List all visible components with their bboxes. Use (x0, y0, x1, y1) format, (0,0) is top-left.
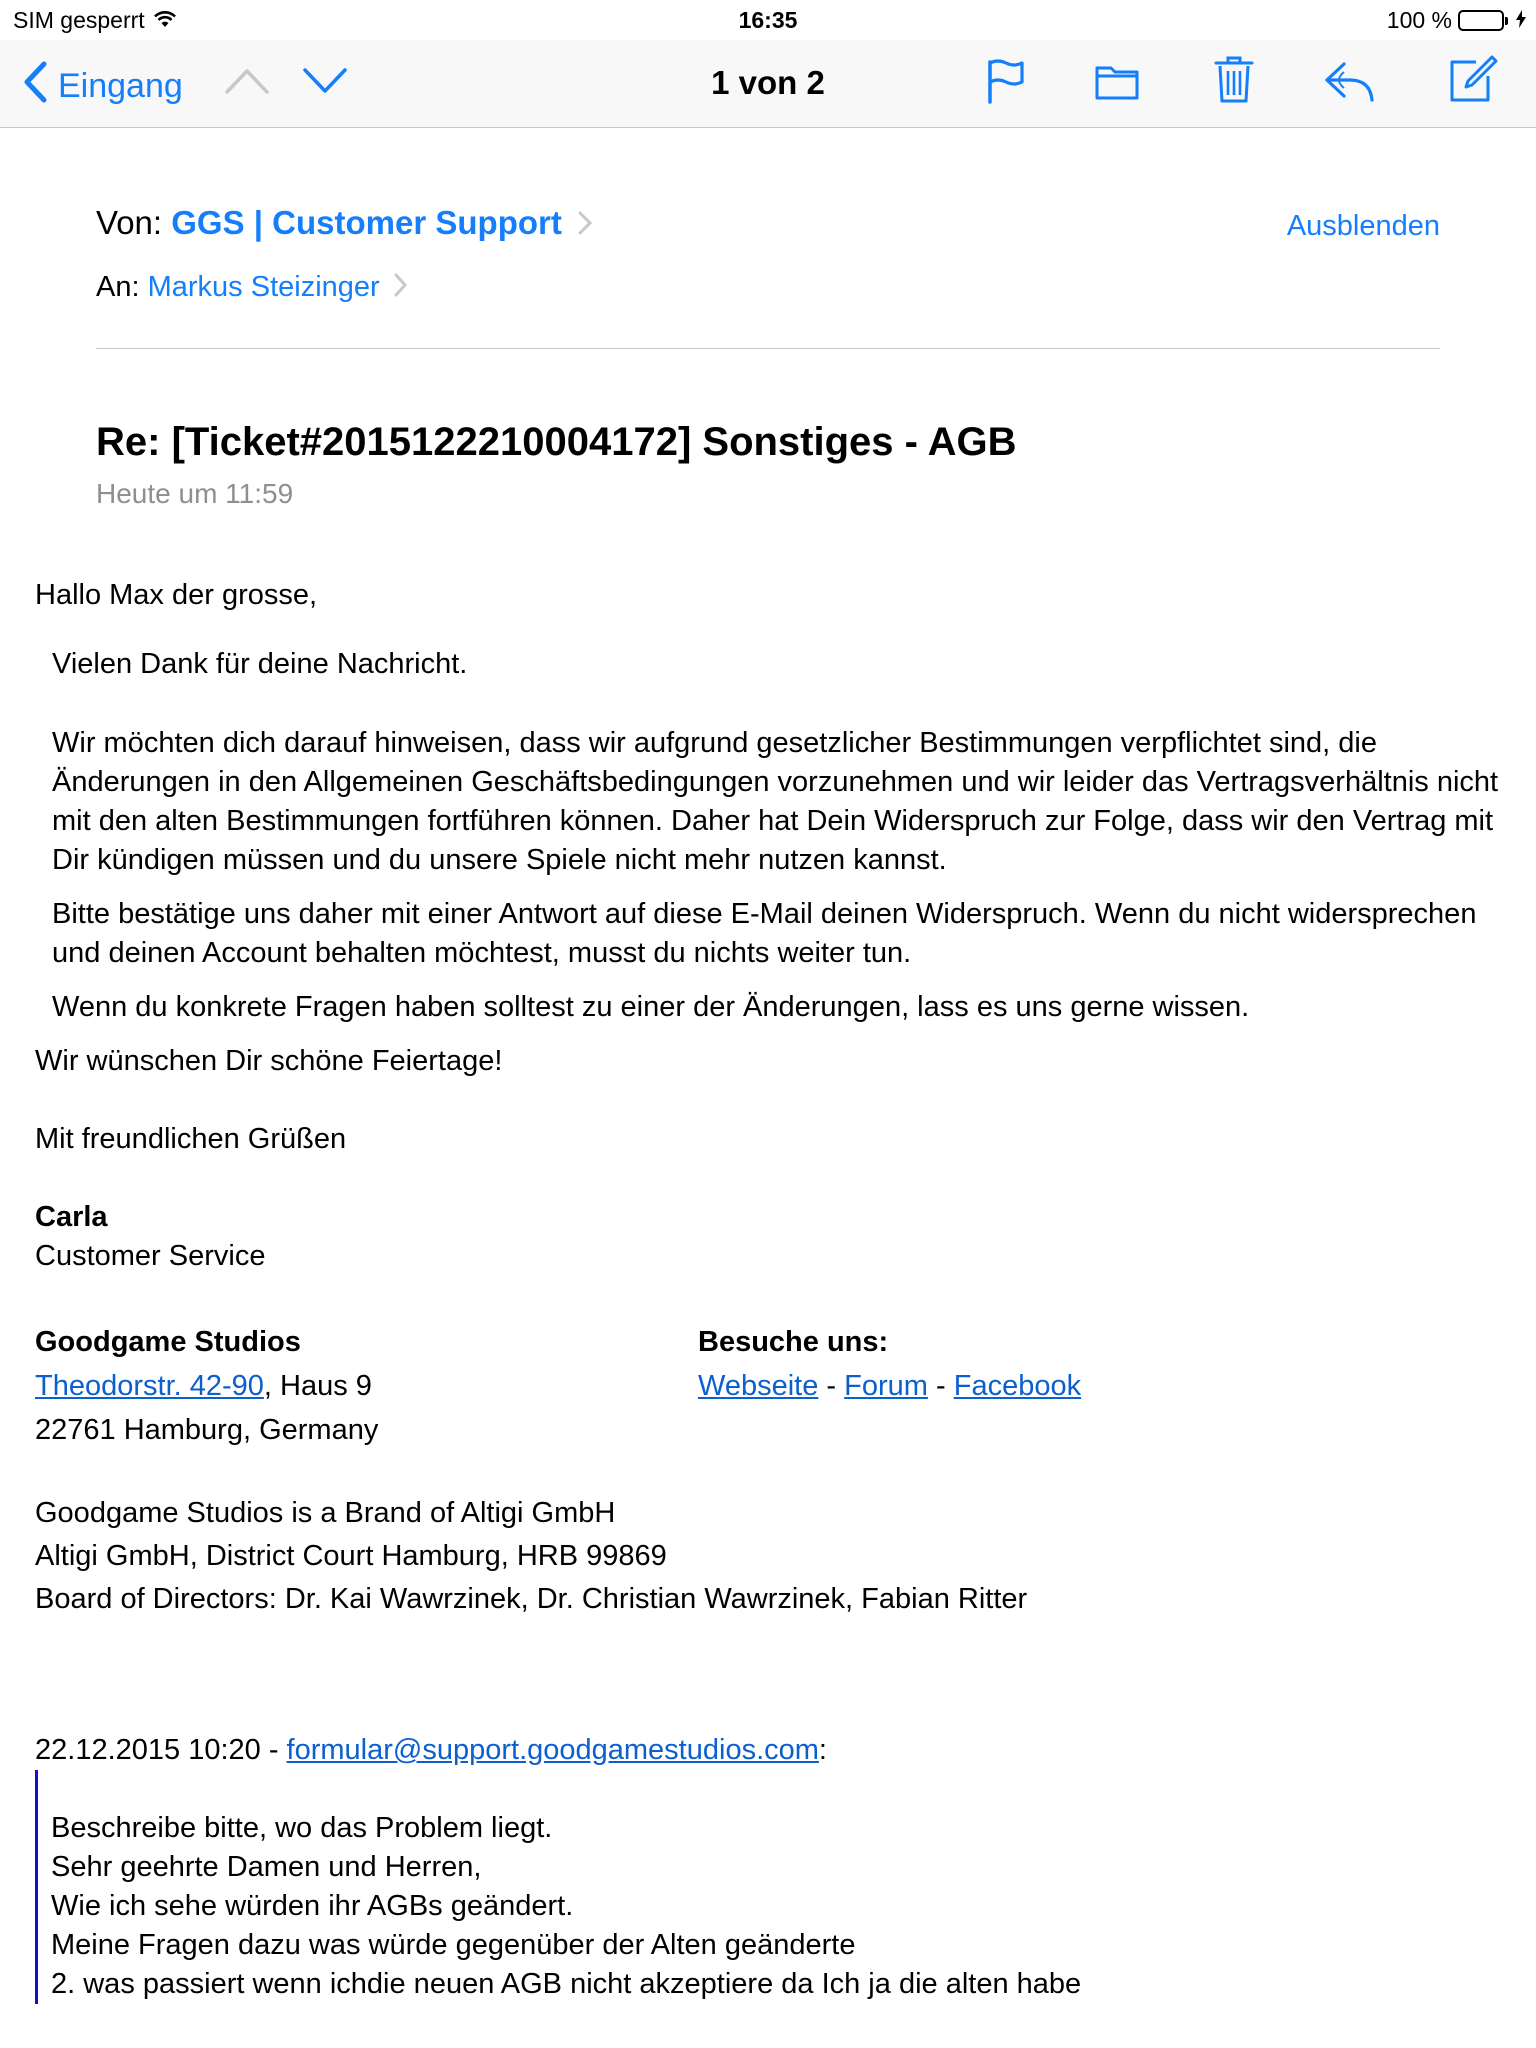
greeting: Hallo Max der grosse, (35, 579, 318, 611)
back-label: Eingang (58, 67, 183, 105)
company-city: 22761 Hamburg, Germany (35, 1414, 379, 1446)
body-paragraph: Bitte bestätige uns daher mit einer Antwort auf diese E-Mail deinen Widerspruch. Wenn du nicht widersprechen und deinen Account behalten möchtest, musst du nichts weiter tun. (52, 898, 1477, 969)
address-link[interactable]: Theodorstr. 42-90 (35, 1370, 264, 1402)
link-separator: - (818, 1370, 845, 1402)
to-label: An: (96, 271, 140, 303)
company-address (35, 1364, 698, 1408)
address-rest: , Haus 9 (263, 1370, 372, 1402)
company-name: Goodgame Studios (35, 1326, 301, 1358)
from-sender[interactable]: GGS | Customer Support (171, 204, 562, 241)
company-column (35, 1320, 698, 1452)
folder-icon[interactable] (1094, 58, 1140, 109)
legal-line: Board of Directors: Dr. Kai Wawrzinek, Dr. Christian Wawrzinek, Fabian Ritter (35, 1583, 1028, 1615)
from-label: Von: (96, 204, 163, 241)
status-time: 16:35 (738, 7, 798, 33)
quoted-line: Meine Fragen dazu was würde gegenüber der Alten geänderte (51, 1929, 856, 1961)
visit-column (698, 1320, 1081, 1452)
legal-line: Altigi GmbH, District Court Hamburg, HRB 99869 (35, 1540, 667, 1572)
back-button[interactable] (22, 60, 183, 113)
forum-link[interactable]: Forum (844, 1370, 928, 1402)
email-date: Heute um 11:59 (96, 478, 294, 509)
header-divider (96, 348, 1440, 349)
quoted-colon: : (818, 1734, 827, 1766)
message-position-title: 1 von 2 (711, 64, 825, 101)
body-paragraph: Vielen Dank für deine Nachricht. (52, 648, 468, 680)
legal-block (35, 1492, 1505, 1621)
legal-line: Goodgame Studios is a Brand of Altigi GmbH (35, 1497, 616, 1529)
to-recipient[interactable]: Markus Steizinger (147, 271, 380, 303)
quoted-message (35, 1770, 1505, 2004)
signature-block (35, 1320, 1505, 1452)
navigation-bar (0, 40, 1536, 128)
reply-icon[interactable] (1324, 58, 1376, 109)
signature-role: Customer Service (35, 1240, 266, 1272)
facebook-link[interactable]: Facebook (953, 1370, 1082, 1402)
status-bar (0, 0, 1536, 40)
chevron-down-icon[interactable] (302, 66, 348, 101)
charging-icon (1516, 7, 1526, 34)
website-link[interactable]: Webseite (698, 1370, 819, 1402)
battery-percent: 100 % (1386, 7, 1452, 33)
from-row (96, 204, 1440, 244)
chevron-right-icon[interactable] (394, 272, 408, 305)
hide-details-button[interactable]: Ausblenden (1286, 210, 1440, 242)
visit-label: Besuche uns: (698, 1326, 889, 1358)
email-body (35, 576, 1505, 2004)
quoted-line: Wie ich sehe würden ihr AGBs geändert. (51, 1890, 574, 1922)
quoted-date: 22.12.2015 10:20 - (35, 1734, 287, 1766)
body-paragraph: Wir möchten dich darauf hinweisen, dass wir aufgrund gesetzlicher Bestimmungen verpflichtet sind, die Änderungen in den Allgemeinen Geschäftsbedingungen vorzunehmen und wir leider das Vertragsverhältnis nicht mit den alten Bestimmungen fortführen können. Daher hat Dein Widerspruch zur Folge, dass wir den Vertrag mit Dir kündigen müssen und du unsere Spiele nicht mehr nutzen kannst. (52, 727, 1499, 876)
email-subject: Re: [Ticket#2015122210004172] Sonstiges - AGB (96, 420, 1017, 464)
signature-name: Carla (35, 1201, 108, 1233)
quoted-email-link[interactable]: formular@support.goodgamestudios.com (286, 1734, 819, 1766)
quoted-line: Beschreibe bitte, wo das Problem liegt. (51, 1812, 553, 1844)
battery-icon (1458, 10, 1504, 31)
carrier-text: SIM gesperrt (13, 7, 145, 33)
quoted-line: Sehr geehrte Damen und Herren, (51, 1851, 482, 1883)
visit-links (698, 1364, 1081, 1408)
trash-icon[interactable] (1214, 54, 1254, 109)
compose-icon[interactable] (1448, 54, 1498, 109)
chevron-up-icon[interactable] (224, 66, 270, 101)
link-separator: - (927, 1370, 954, 1402)
body-paragraph: Wenn du konkrete Fragen haben solltest zu einer der Änderungen, lass es uns gerne wissen. (52, 991, 1250, 1023)
holiday-wish: Wir wünschen Dir schöne Feiertage! (35, 1045, 503, 1077)
quoted-header (35, 1731, 1505, 1770)
quoted-line: 2. was passiert wenn ichdie neuen AGB nicht akzeptiere da Ich ja die alten habe (51, 1968, 1082, 2000)
chevron-left-icon (22, 60, 48, 113)
flag-icon[interactable] (986, 58, 1026, 109)
chevron-right-icon[interactable] (577, 206, 593, 244)
closing: Mit freundlichen Grüßen (35, 1123, 347, 1155)
status-right (1387, 7, 1526, 34)
to-row (96, 271, 1440, 305)
